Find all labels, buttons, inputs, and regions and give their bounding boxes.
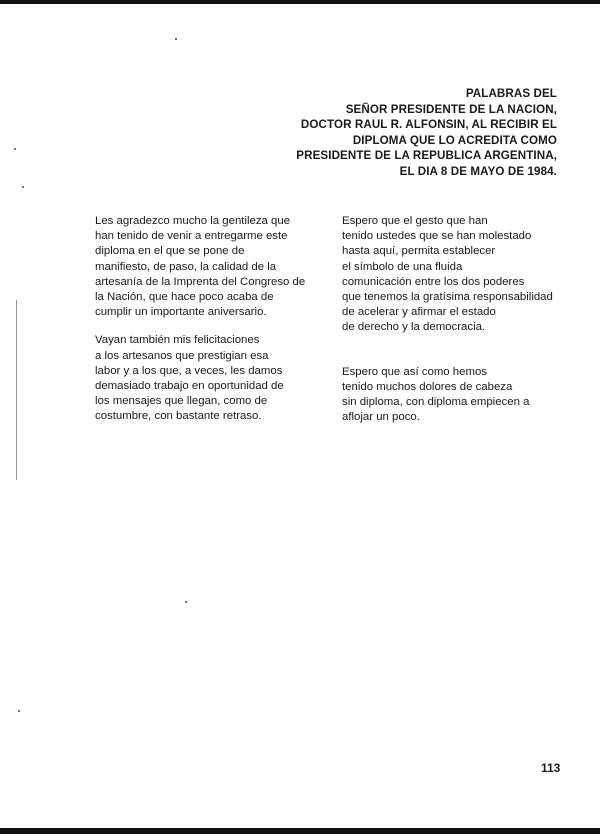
paragraph <box>95 333 325 424</box>
text-line: Vayan también mis felicitaciones <box>95 334 260 347</box>
text-line: tenido ustedes que se han molestado <box>342 230 532 243</box>
paragraph <box>342 365 567 426</box>
paragraph <box>342 214 567 336</box>
text-line: Les agradezco mucho la gentileza que <box>95 215 291 227</box>
text-line: los mensajes que llegan, como de <box>95 395 268 408</box>
text-line: comunicación entre los dos poderes <box>342 275 525 288</box>
text-line: diploma en el que se pone de <box>95 245 245 258</box>
paragraph <box>95 214 325 320</box>
text-line: tenido muchos dolores de cabeza <box>342 380 513 393</box>
document-heading <box>257 86 557 180</box>
text-line: Espero que así como hemos <box>342 365 487 378</box>
text-line: manifiesto, de paso, la calidad de la <box>95 260 277 273</box>
heading-line: EL DIA 8 DE MAYO DE 1984. <box>399 164 557 178</box>
scan-speck <box>22 186 24 188</box>
text-line: han tenido de venir a entregarme este <box>95 230 288 243</box>
scan-speck <box>175 38 177 40</box>
scan-margin-line <box>16 300 17 480</box>
text-line: cumplir un importante aniversario. <box>95 306 267 319</box>
text-line: demasiado trabajo en oportunidad de <box>95 380 284 393</box>
text-line: de derecho y la democracia. <box>342 321 486 334</box>
right-column <box>342 214 567 438</box>
text-line: sin diploma, con diploma empiecen a <box>342 396 530 409</box>
text-line: que tenemos la gratísima responsabilidad <box>342 291 553 304</box>
heading-line: SEÑOR PRESIDENTE DE LA NACION, <box>345 102 557 116</box>
heading-line: PRESIDENTE DE LA REPUBLICA ARGENTINA, <box>296 149 557 163</box>
text-line: Espero que el gesto que han <box>342 215 488 227</box>
text-line: hasta aquí, permita establecer <box>342 245 496 258</box>
page-number: 113 <box>541 761 561 775</box>
heading-line: DIPLOMA QUE LO ACREDITA COMO <box>352 133 557 147</box>
text-line: aflojar un poco. <box>342 411 420 424</box>
text-line: de acelerar y afirmar el estado <box>342 306 496 319</box>
text-line: a los artesanos que prestigian esa <box>95 349 269 362</box>
text-line: el símbolo de una fluida <box>342 260 463 273</box>
scan-speck <box>185 601 187 603</box>
scan-speck <box>14 148 16 150</box>
scan-top-edge <box>0 0 600 4</box>
text-line: la Nación, que hace poco acaba de <box>95 291 274 304</box>
heading-line: PALABRAS DEL <box>465 87 557 100</box>
heading-line: DOCTOR RAUL R. ALFONSIN, AL RECIBIR EL <box>300 118 557 132</box>
scan-bottom-edge <box>0 828 600 834</box>
text-line: costumbre, con bastante retraso. <box>95 410 262 423</box>
text-line: artesanía de la Imprenta del Congreso de <box>95 275 306 288</box>
scan-speck <box>18 710 20 712</box>
left-column <box>95 214 325 438</box>
text-line: labor y a los que, a veces, les damos <box>95 364 283 377</box>
